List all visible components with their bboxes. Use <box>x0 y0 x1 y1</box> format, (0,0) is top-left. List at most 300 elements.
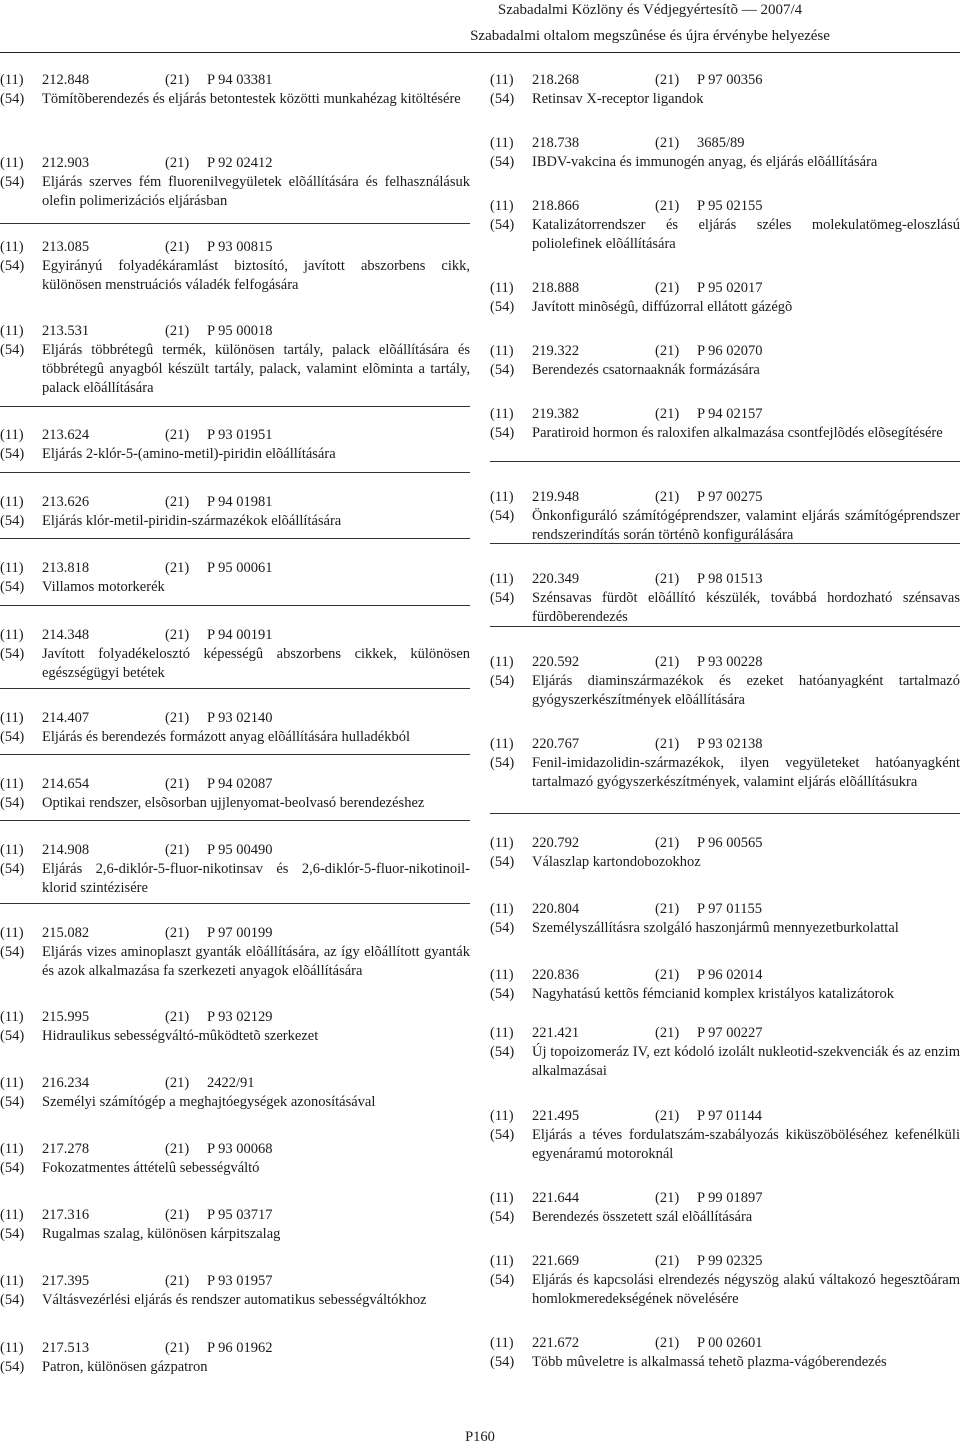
patent-entry <box>0 841 470 898</box>
patent-title: Eljárás többrétegû termék, különösen tartály, palack elõállítására és többrétegû anyagból készült tartály, palack, valamint elõminta a tartály, palack elõállítására <box>42 342 470 396</box>
entry-title-row <box>0 1093 470 1112</box>
patent-number: 219.948 <box>532 489 580 505</box>
label-21: (21) <box>655 654 680 670</box>
label-11: (11) <box>490 1025 514 1041</box>
patent-entry <box>490 1107 960 1164</box>
patent-number: 218.268 <box>532 72 580 88</box>
patent-entry <box>490 653 960 710</box>
journal-title: Szabadalmi Közlöny és Védjegyértesítõ — 2007/4 <box>497 2 803 18</box>
patent-entry <box>490 405 960 443</box>
section-divider <box>0 472 470 473</box>
entry-title-row <box>0 1291 470 1310</box>
section-divider <box>0 688 470 689</box>
label-21: (21) <box>165 323 190 339</box>
label-11: (11) <box>0 560 24 576</box>
section-divider <box>0 754 470 755</box>
entry-title-row <box>490 853 960 872</box>
entry-header <box>490 1107 960 1126</box>
entry-header <box>490 570 960 589</box>
patent-entry <box>0 1008 470 1046</box>
label-54: (54) <box>0 513 25 529</box>
section-divider <box>0 605 470 606</box>
label-11: (11) <box>490 343 514 359</box>
entry-header <box>490 900 960 919</box>
patent-entry <box>490 1189 960 1227</box>
label-21: (21) <box>165 627 190 643</box>
label-21: (21) <box>655 901 680 917</box>
patent-title: Eljárás diaminszármazékok és ezeket hatóanyagként tartalmazó gyógyszerkészítmények elõállítására <box>532 673 960 708</box>
patent-title: Eljárás 2-klór-5-(amino-metil)-piridin elõállítására <box>42 446 336 462</box>
patent-title: IBDV-vakcina és immunogén anyag, és eljárás elõállítására <box>532 154 878 170</box>
label-21: (21) <box>655 198 680 214</box>
application-number: P 95 02155 <box>697 198 763 214</box>
entry-header <box>0 924 470 943</box>
patent-entry <box>490 197 960 254</box>
entry-header <box>490 1334 960 1353</box>
patent-number: 221.644 <box>532 1190 580 1206</box>
section-divider <box>490 461 960 462</box>
label-54: (54) <box>490 854 515 870</box>
entry-title-row <box>0 1159 470 1178</box>
label-54: (54) <box>490 154 515 170</box>
patent-entry <box>0 626 470 683</box>
entry-title-row <box>490 361 960 380</box>
patent-title: Eljárás vizes aminoplaszt gyanták elõállítására, az így elõállított gyanták és azok alkalmazása fa szerkezeti anyagok elõállítására <box>42 944 470 979</box>
page-header <box>370 0 930 45</box>
application-number: P 93 02138 <box>697 736 763 752</box>
entry-header <box>0 1140 470 1159</box>
patent-title: Optikai rendszer, elsõsorban ujjlenyomat-beolvasó berendezéshez <box>42 795 425 811</box>
entry-header <box>0 626 470 645</box>
patent-entry <box>490 1024 960 1081</box>
patent-entry <box>490 488 960 545</box>
patent-number: 213.818 <box>42 560 90 576</box>
label-54: (54) <box>0 446 25 462</box>
patent-entry <box>0 1140 470 1178</box>
patent-number: 214.908 <box>42 842 90 858</box>
patent-number: 213.624 <box>42 427 90 443</box>
patent-entry <box>0 1206 470 1244</box>
label-54: (54) <box>0 646 25 662</box>
entry-title-row <box>490 507 960 545</box>
page-number: P160 <box>465 1429 495 1445</box>
entry-title-row <box>490 216 960 254</box>
label-11: (11) <box>0 776 24 792</box>
section-divider <box>490 543 960 544</box>
patent-number: 217.278 <box>42 1141 90 1157</box>
section-divider <box>0 406 470 407</box>
patent-title: Berendezés összetett szál elõállítására <box>532 1209 753 1225</box>
patent-number: 220.804 <box>532 901 580 917</box>
entry-header <box>490 405 960 424</box>
label-54: (54) <box>490 1209 515 1225</box>
label-11: (11) <box>490 198 514 214</box>
patent-title: Eljárás klór-metil-piridin-származékok elõállítására <box>42 513 342 529</box>
label-21: (21) <box>165 1207 190 1223</box>
label-11: (11) <box>490 489 514 505</box>
patent-title: Eljárás szerves fém fluorenilvegyületek elõállítására és felhasználásuk olefin polimerizációs eljárásban <box>42 174 470 209</box>
patent-title: Berendezés csatornaaknák formázására <box>532 362 760 378</box>
label-21: (21) <box>165 1009 190 1025</box>
label-54: (54) <box>490 755 515 771</box>
entry-header <box>490 279 960 298</box>
patent-number: 220.792 <box>532 835 580 851</box>
patent-title: Nagyhatású kettõs fémcianid komplex kristályos katalizátorok <box>532 986 894 1002</box>
application-number: P 93 01957 <box>207 1273 273 1289</box>
application-number: P 95 02017 <box>697 280 763 296</box>
patent-title: Fokozatmentes áttételû sebességváltó <box>42 1160 260 1176</box>
section-divider <box>0 538 470 539</box>
patent-number: 218.738 <box>532 135 580 151</box>
entry-header <box>0 559 470 578</box>
entry-header <box>0 775 470 794</box>
entry-title-row <box>0 1225 470 1244</box>
patent-title: Villamos motorkerék <box>42 579 165 595</box>
entry-header <box>490 71 960 90</box>
application-number: P 93 00068 <box>207 1141 273 1157</box>
label-54: (54) <box>490 1127 515 1143</box>
patent-title: Önkonfiguráló számítógéprendszer, valamint eljárás számítógéprendszer rendszerindítás során történõ konfigurálására <box>532 508 960 543</box>
label-11: (11) <box>0 710 24 726</box>
entry-title-row <box>0 257 470 295</box>
entry-title-row <box>490 754 960 792</box>
label-21: (21) <box>655 967 680 983</box>
application-number: P 94 02157 <box>697 406 763 422</box>
section-divider <box>490 813 960 814</box>
label-21: (21) <box>655 1108 680 1124</box>
label-54: (54) <box>490 986 515 1002</box>
application-number: P 97 01144 <box>697 1108 762 1124</box>
patent-number: 216.234 <box>42 1075 90 1091</box>
label-54: (54) <box>0 944 25 960</box>
application-number: P 97 00275 <box>697 489 763 505</box>
patent-number: 217.395 <box>42 1273 90 1289</box>
patent-title: Szénsavas fürdõt elõállító készülék, továbbá hordozható szénsavas fürdõberendezés <box>532 590 960 625</box>
entry-header <box>490 653 960 672</box>
label-54: (54) <box>490 362 515 378</box>
patent-entry <box>0 924 470 981</box>
patent-title: Váltásvezérlési eljárás és rendszer automatikus sebességváltókhoz <box>42 1292 427 1308</box>
header-rule <box>0 52 960 53</box>
patent-title: Patron, különösen gázpatron <box>42 1359 208 1375</box>
patent-entry <box>490 966 960 1004</box>
application-number: P 93 00815 <box>207 239 273 255</box>
patent-title: Javított minõségû, diffúzorral ellátott gázégõ <box>532 299 793 315</box>
patent-entry <box>0 426 470 464</box>
patent-entry <box>490 1252 960 1309</box>
label-21: (21) <box>655 736 680 752</box>
entry-title-row <box>490 589 960 627</box>
application-number: P 99 02325 <box>697 1253 763 1269</box>
label-54: (54) <box>490 1354 515 1370</box>
entry-title-row <box>490 1208 960 1227</box>
entry-title-row <box>490 153 960 172</box>
label-11: (11) <box>0 1141 24 1157</box>
label-21: (21) <box>655 1253 680 1269</box>
entry-title-row <box>490 424 960 443</box>
label-11: (11) <box>0 1009 24 1025</box>
entry-header <box>490 342 960 361</box>
label-54: (54) <box>490 508 515 524</box>
patent-entry <box>0 1272 470 1310</box>
patent-entry <box>0 709 470 747</box>
label-54: (54) <box>0 1094 25 1110</box>
patent-number: 217.316 <box>42 1207 90 1223</box>
patent-title: Katalizátorrendszer és eljárás széles molekulatömeg-eloszlású poliolefinek elõállítására <box>532 217 960 252</box>
entry-header <box>490 197 960 216</box>
label-11: (11) <box>490 406 514 422</box>
label-11: (11) <box>0 1340 24 1356</box>
label-11: (11) <box>490 901 514 917</box>
patent-number: 217.513 <box>42 1340 90 1356</box>
patent-number: 212.903 <box>42 155 90 171</box>
patent-entry <box>490 342 960 380</box>
patent-number: 213.085 <box>42 239 90 255</box>
label-21: (21) <box>165 427 190 443</box>
entry-title-row <box>0 173 470 211</box>
entry-header <box>490 134 960 153</box>
label-54: (54) <box>490 920 515 936</box>
patent-number: 218.888 <box>532 280 580 296</box>
application-number: P 97 01155 <box>697 901 762 917</box>
entry-title-row <box>490 298 960 317</box>
entry-title-row <box>490 919 960 938</box>
label-54: (54) <box>0 342 25 358</box>
entry-header <box>0 841 470 860</box>
label-21: (21) <box>655 1025 680 1041</box>
label-21: (21) <box>165 560 190 576</box>
entry-header <box>0 426 470 445</box>
label-21: (21) <box>655 835 680 851</box>
application-number: P 95 00490 <box>207 842 273 858</box>
patent-entry <box>0 1339 470 1377</box>
patent-title: Retinsav X-receptor ligandok <box>532 91 704 107</box>
label-21: (21) <box>165 842 190 858</box>
application-number: P 95 03717 <box>207 1207 273 1223</box>
entry-header <box>0 1272 470 1291</box>
patent-title: Tömítõberendezés és eljárás betontestek közötti munkahézag kitöltésére <box>42 91 461 107</box>
patent-title: Egyirányú folyadékáramlást biztosító, javított abszorbens cikk, különösen menstruációs váladék felfogására <box>42 258 470 293</box>
label-54: (54) <box>490 590 515 606</box>
label-11: (11) <box>0 323 24 339</box>
label-11: (11) <box>0 627 24 643</box>
entry-title-row <box>0 943 470 981</box>
application-number: P 97 00227 <box>697 1025 763 1041</box>
patent-entry <box>490 834 960 872</box>
entry-header <box>0 1074 470 1093</box>
label-54: (54) <box>490 1272 515 1288</box>
application-number: P 96 02070 <box>697 343 763 359</box>
label-11: (11) <box>490 72 514 88</box>
patent-entry <box>0 71 470 109</box>
label-21: (21) <box>165 72 190 88</box>
label-54: (54) <box>490 1044 515 1060</box>
entry-header <box>490 488 960 507</box>
label-21: (21) <box>165 1340 190 1356</box>
label-54: (54) <box>0 795 25 811</box>
label-21: (21) <box>655 571 680 587</box>
entry-header <box>490 1189 960 1208</box>
application-number: P 94 03381 <box>207 72 273 88</box>
label-11: (11) <box>490 1190 514 1206</box>
entry-title-row <box>0 578 470 597</box>
entry-header <box>0 1339 470 1358</box>
application-number: P 95 00018 <box>207 323 273 339</box>
label-21: (21) <box>655 280 680 296</box>
label-11: (11) <box>0 1075 24 1091</box>
patent-title: Több mûveletre is alkalmassá tehetõ plazma-vágóberendezés <box>532 1354 887 1370</box>
entry-header <box>0 238 470 257</box>
patent-entry <box>0 322 470 398</box>
entry-title-row <box>490 1126 960 1164</box>
label-21: (21) <box>165 494 190 510</box>
patent-title: Rugalmas szalag, különösen kárpitszalag <box>42 1226 281 1242</box>
label-54: (54) <box>490 217 515 233</box>
entry-title-row <box>0 1027 470 1046</box>
section-divider <box>0 903 470 904</box>
section-divider <box>490 626 960 627</box>
patent-entry <box>0 238 470 295</box>
label-11: (11) <box>490 654 514 670</box>
section-divider <box>0 820 470 821</box>
entry-header <box>490 1252 960 1271</box>
patent-entry <box>0 559 470 597</box>
label-21: (21) <box>655 72 680 88</box>
application-number: P 93 00228 <box>697 654 763 670</box>
patent-number: 221.421 <box>532 1025 580 1041</box>
label-11: (11) <box>0 427 24 443</box>
patent-entry <box>490 279 960 317</box>
label-11: (11) <box>0 494 24 510</box>
section-divider <box>0 223 470 224</box>
label-54: (54) <box>490 673 515 689</box>
label-11: (11) <box>490 280 514 296</box>
label-21: (21) <box>655 1335 680 1351</box>
entry-title-row <box>490 1271 960 1309</box>
entry-title-row <box>0 512 470 531</box>
entry-title-row <box>490 1353 960 1372</box>
label-54: (54) <box>0 1226 25 1242</box>
application-number: P 95 00061 <box>207 560 273 576</box>
patent-entry <box>0 1074 470 1112</box>
patent-number: 212.848 <box>42 72 90 88</box>
label-54: (54) <box>490 91 515 107</box>
patent-number: 220.349 <box>532 571 580 587</box>
application-number: 3685/89 <box>697 135 745 151</box>
entry-title-row <box>0 90 470 109</box>
patent-entry <box>490 900 960 938</box>
entry-header <box>0 322 470 341</box>
entry-header <box>490 966 960 985</box>
application-number: P 94 02087 <box>207 776 273 792</box>
patent-entry <box>0 154 470 211</box>
patent-title: Eljárás a téves fordulatszám-szabályozás kiküszöböléséhez kefenélküli egyenáramú motoroknál <box>532 1127 960 1162</box>
label-21: (21) <box>165 776 190 792</box>
entry-header <box>0 154 470 173</box>
entry-header <box>0 709 470 728</box>
label-11: (11) <box>490 835 514 851</box>
application-number: P 99 01897 <box>697 1190 763 1206</box>
patent-title: Új topoizomeráz IV, ezt kódoló izolált nukleotid-szekvenciák és az enzim alkalmazásai <box>532 1044 960 1079</box>
label-11: (11) <box>0 72 24 88</box>
label-11: (11) <box>490 135 514 151</box>
application-number: P 94 00191 <box>207 627 273 643</box>
patent-title: Eljárás és berendezés formázott anyag elõállítására hulladékból <box>42 729 410 745</box>
label-21: (21) <box>655 406 680 422</box>
patent-number: 220.836 <box>532 967 580 983</box>
label-21: (21) <box>655 1190 680 1206</box>
entry-title-row <box>490 672 960 710</box>
label-11: (11) <box>0 239 24 255</box>
label-21: (21) <box>655 135 680 151</box>
entry-header <box>490 834 960 853</box>
label-11: (11) <box>490 967 514 983</box>
label-21: (21) <box>165 710 190 726</box>
patent-number: 214.348 <box>42 627 90 643</box>
entry-title-row <box>0 728 470 747</box>
application-number: P 94 01981 <box>207 494 273 510</box>
patent-entry <box>490 71 960 109</box>
entry-title-row <box>0 1358 470 1377</box>
patent-title: Hidraulikus sebességváltó-mûködtetõ szerkezet <box>42 1028 319 1044</box>
label-54: (54) <box>490 299 515 315</box>
application-number: 2422/91 <box>207 1075 255 1091</box>
label-21: (21) <box>655 343 680 359</box>
label-54: (54) <box>0 1160 25 1176</box>
application-number: P 93 02129 <box>207 1009 273 1025</box>
patent-number: 221.672 <box>532 1335 580 1351</box>
label-11: (11) <box>490 736 514 752</box>
patent-entry <box>0 493 470 531</box>
label-11: (11) <box>490 1108 514 1124</box>
entry-header <box>0 71 470 90</box>
label-21: (21) <box>165 1075 190 1091</box>
patent-entry <box>490 1334 960 1372</box>
patent-number: 220.767 <box>532 736 580 752</box>
label-54: (54) <box>0 1028 25 1044</box>
label-11: (11) <box>0 925 24 941</box>
label-54: (54) <box>0 729 25 745</box>
label-54: (54) <box>0 258 25 274</box>
entry-title-row <box>0 860 470 898</box>
patent-entry <box>490 735 960 792</box>
patent-title: Válaszlap kartondobozokhoz <box>532 854 701 870</box>
patent-number: 214.654 <box>42 776 90 792</box>
label-54: (54) <box>490 425 515 441</box>
label-21: (21) <box>655 489 680 505</box>
label-11: (11) <box>490 571 514 587</box>
patent-number: 214.407 <box>42 710 90 726</box>
label-21: (21) <box>165 155 190 171</box>
entry-header <box>490 1024 960 1043</box>
label-21: (21) <box>165 1273 190 1289</box>
application-number: P 93 02140 <box>207 710 273 726</box>
label-54: (54) <box>0 1359 25 1375</box>
label-11: (11) <box>0 842 24 858</box>
entry-title-row <box>0 341 470 398</box>
entry-title-row <box>490 985 960 1004</box>
patent-number: 215.995 <box>42 1009 90 1025</box>
application-number: P 97 00199 <box>207 925 273 941</box>
application-number: P 97 00356 <box>697 72 763 88</box>
label-11: (11) <box>0 155 24 171</box>
patent-title: Eljárás 2,6-diklór-5-fluor-nikotinsav és 2,6-diklór-5-fluor-nikotinoil-klorid szintézisére <box>42 861 470 896</box>
application-number: P 98 01513 <box>697 571 763 587</box>
entry-title-row <box>490 1043 960 1081</box>
patent-number: 219.322 <box>532 343 580 359</box>
label-21: (21) <box>165 1141 190 1157</box>
entry-header <box>490 735 960 754</box>
